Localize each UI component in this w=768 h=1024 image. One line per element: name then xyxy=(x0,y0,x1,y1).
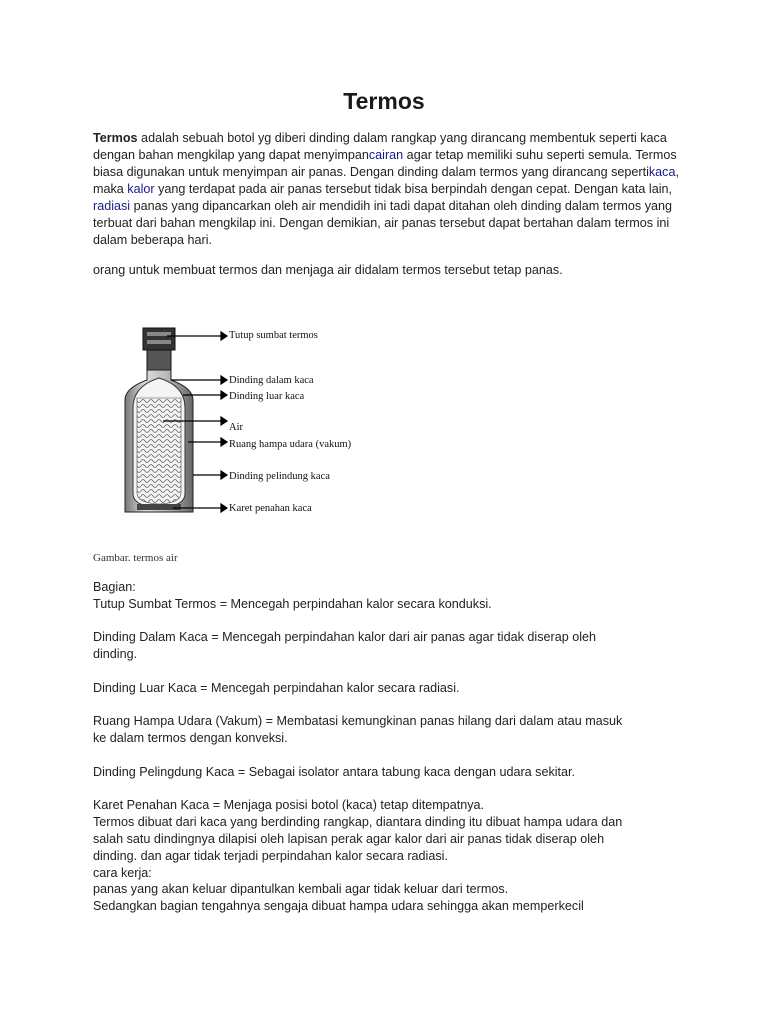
link-kalor[interactable]: kalor xyxy=(127,182,155,196)
stopper-shape xyxy=(147,350,171,370)
body-line: ke dalam termos dengan konveksi. xyxy=(93,731,288,746)
body-line: dinding. dan agar tidak terjadi perpindahan kalor secara radiasi. xyxy=(93,848,448,863)
body-line: Dinding Dalam Kaca = Mencegah perpindahan kalor dari air panas agar tidak diserap oleh xyxy=(93,630,597,645)
label-karet: Karet penahan kaca xyxy=(229,503,312,514)
body-line: Bagian: xyxy=(93,580,136,594)
body-line xyxy=(93,663,683,680)
label-dinding-dalam: Dinding dalam kaca xyxy=(229,375,314,386)
water-shape xyxy=(137,398,181,504)
intro-text-4: yang terdapat pada air panas tersebut tidak bisa berpindah dengan cepat. Dengan kata lain, xyxy=(154,182,673,196)
label-dinding-pelindung: Dinding pelindung kaca xyxy=(229,471,330,482)
body-line: Termos dibuat dari kaca yang berdinding rangkap, diantara dinding itu dibuat hampa udara dan xyxy=(93,815,623,830)
intro-paragraph xyxy=(93,130,683,249)
intro-text-3: , maka xyxy=(93,165,679,196)
link-kaca[interactable]: kaca xyxy=(648,165,676,179)
body-line: Karet Penahan Kaca = Menjaga posisi botol (kaca) tetap ditempatnya. xyxy=(93,798,484,813)
body-line xyxy=(93,781,683,798)
label-air: Air xyxy=(229,422,243,433)
link-cairan[interactable]: cairan xyxy=(368,148,404,162)
body-line xyxy=(93,697,683,714)
body-line: cara kerja: xyxy=(93,865,152,880)
body-line: Tutup Sumbat Termos = Mencegah perpindahan kalor secara konduksi. xyxy=(93,596,492,611)
intro-text-2: agar tetap memiliki suhu seperti semula. Termos biasa digunakan untuk menyimpan air panas. Dengan dinding dalam termos yang dirancang seperti xyxy=(93,148,677,179)
intro-text-1: adalah sebuah botol yg diberi dinding dalam rangkap yang dirancang membentuk seperti kaca dengan bahan mengkilap yang dapat menyimpan xyxy=(93,131,667,162)
body-line: Dinding Pelingdung Kaca = Sebagai isolator antara tabung kaca dengan udara sekitar. xyxy=(93,764,576,779)
cap-shape xyxy=(143,328,175,350)
label-tutup: Tutup sumbat termos xyxy=(229,330,318,341)
rubber-base-shape xyxy=(137,504,181,510)
body-line: panas yang akan keluar dipantulkan kembali agar tidak keluar dari termos. xyxy=(93,882,509,897)
second-paragraph: orang untuk membuat termos dan menjaga air didalam termos tersebut tetap panas. xyxy=(93,263,563,277)
intro-text-5: panas yang dipancarkan oleh air mendidih ini tadi dapat ditahan oleh dinding dalam termos yang terbuat dari bahan mengkilap ini. Dengan demikian, air panas tersebut dapat bertahan dalam termos ini dalam beberapa hari. xyxy=(93,199,673,247)
link-radiasi[interactable]: radiasi xyxy=(93,199,131,213)
label-ruang-hampa: Ruang hampa udara (vakum) xyxy=(229,439,352,450)
body-line xyxy=(93,747,683,764)
thermos-diagram xyxy=(93,318,353,528)
term-termos: Termos xyxy=(93,131,138,145)
label-dinding-luar: Dinding luar kaca xyxy=(229,391,305,402)
body-line: Dinding Luar Kaca = Mencegah perpindahan kalor secara radiasi. xyxy=(93,680,460,695)
body-line: Ruang Hampa Udara (Vakum) = Membatasi kemungkinan panas hilang dari dalam atau masuk xyxy=(93,714,623,729)
body-line: dinding. xyxy=(93,647,138,662)
page-title: Termos xyxy=(343,88,425,114)
body-text xyxy=(93,579,683,915)
body-line: Sedangkan bagian tengahnya sengaja dibuat hampa udara sehingga akan memperkecil xyxy=(93,899,584,914)
figure-caption: Gambar. termos air xyxy=(93,552,178,564)
body-line xyxy=(93,613,683,630)
body-line: salah satu dindingnya dilapisi oleh lapisan perak agar kalor dari air panas tidak diserap oleh xyxy=(93,831,605,846)
